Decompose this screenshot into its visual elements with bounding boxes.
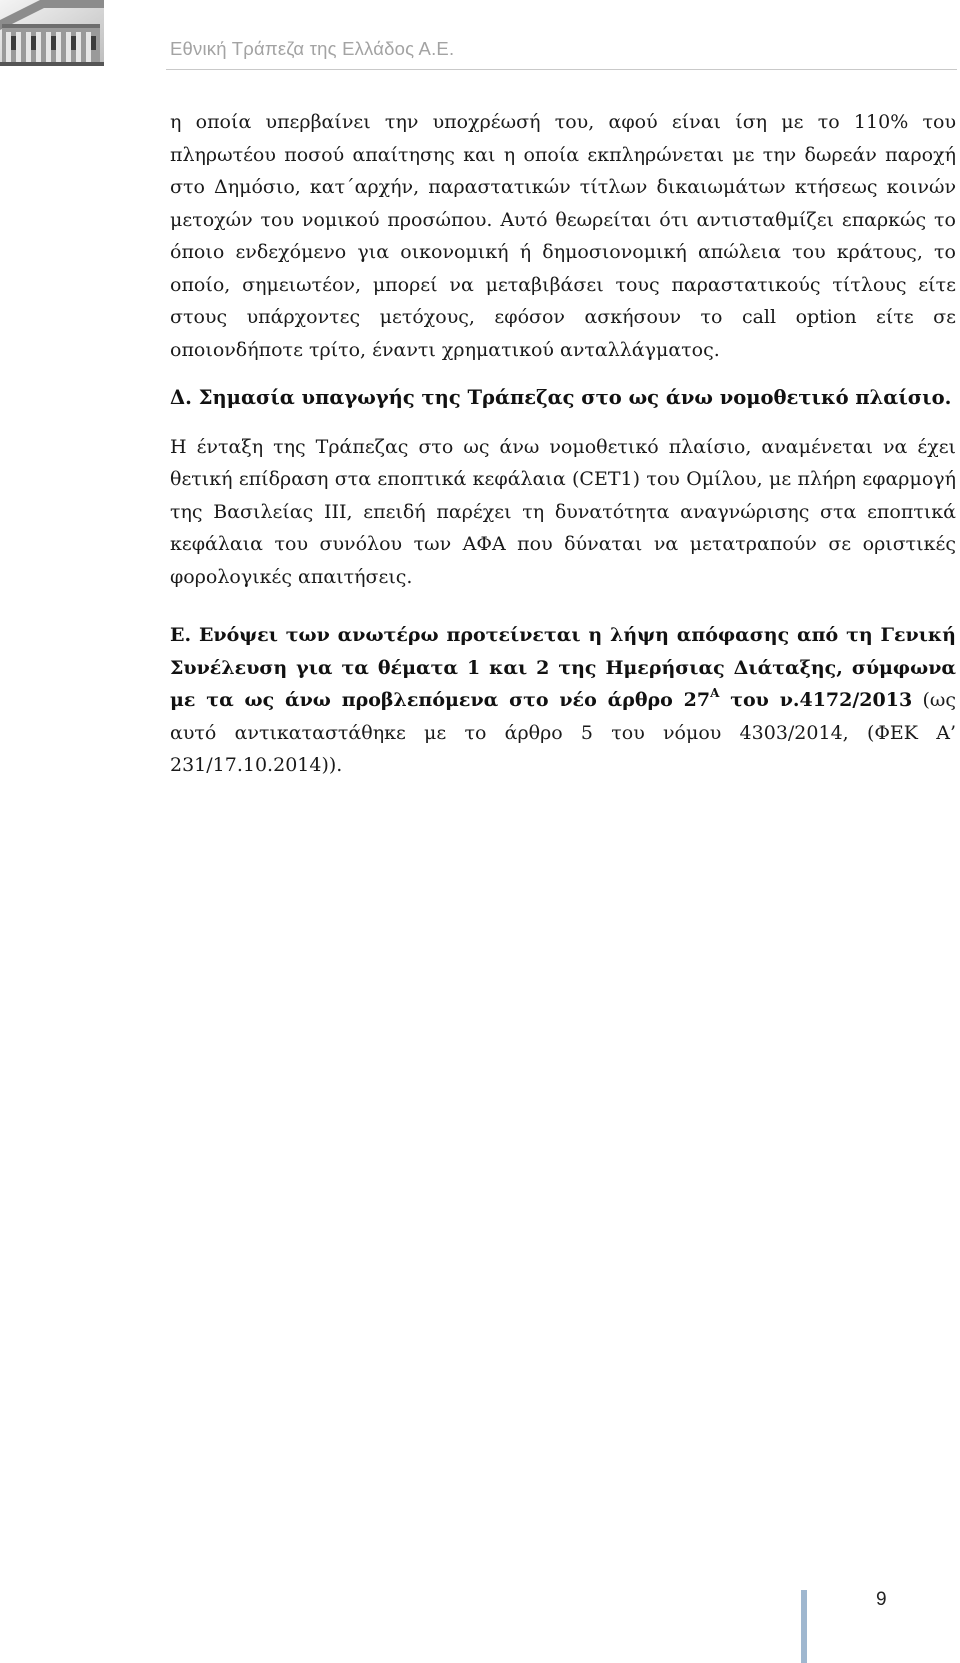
section-e-bold-law: του ν.4172/2013 [719, 689, 913, 711]
section-heading-d: Δ. Σημασία υπαγωγής της Τράπεζας στο ως άνω νομοθετικό πλαίσιο. [170, 386, 952, 409]
page-number: 9 [876, 1589, 887, 1610]
paragraph-section-e [170, 619, 956, 782]
section-e-bold-lead: Ε. Ενόψει των ανωτέρω προτείνεται η λήψη απόφασης από τη Γενική Συνέλευση για τα θέματα 1 και 2 της Ημερήσιας Διάταξης, σύμφωνα με τα ως άνω προβλεπόμενα στο νέο άρθρο 27 [170, 624, 956, 711]
header-title: Εθνική Τράπεζα της Ελλάδος Α.Ε. [170, 38, 455, 59]
header-divider [166, 69, 957, 70]
paragraph-continuation: η οποία υπερβαίνει την υποχρέωσή του, αφού είναι ίση με το 110% του πληρωτέου ποσού απαίτησης και η οποία εκπληρώνεται με την δωρεάν παροχή στο Δημόσιο, κατ΄αρχήν, παραστατικών τίτλων δικαιωμάτων κτήσεως κοινών μετοχών του νομικού προσώπου. Αυτό θεωρείται ότι αντισταθμίζει επαρκώς το όποιο ενδεχόμενο για οικονομική ή δημοσιονομική απώλεια του κράτους, το οποίο, σημειωτέον, μπορεί να μεταβιβάσει τους παραστατικούς τίτλους είτε στους υπάρχοντες μετόχους, εφόσον ασκήσουν το call option είτε σε οποιονδήποτε τρίτο, έναντι χρηματικού ανταλλάγματος. [170, 111, 956, 361]
paragraph-section-d: Η ένταξη της Τράπεζας στο ως άνω νομοθετικό πλαίσιο, αναμένεται να έχει θετική επίδραση στα εποπτικά κεφάλαια (CET1) του Ομίλου, με πλήρη εφαρμογή της Βασιλείας ΙΙΙ, επειδή παρέχει τη δυνατότητα αναγνώρισης στα εποπτικά κεφάλαια του συνόλου των ΑΦΑ που δύναται να μετατραπούν σε οριστικές φορολογικές απαιτήσεις. [170, 435, 956, 588]
bank-building-photo-icon [0, 0, 104, 66]
page-number-bar [801, 1590, 807, 1663]
section-e-amendment-note: (ως αυτό αντικαταστάθηκε με το άρθρο 5 του νόμου 4303/2014, (ΦΕΚ Α’ 231/17.10.2014)). [170, 689, 956, 776]
document-body [170, 106, 956, 782]
article-superscript: Α [710, 685, 720, 700]
